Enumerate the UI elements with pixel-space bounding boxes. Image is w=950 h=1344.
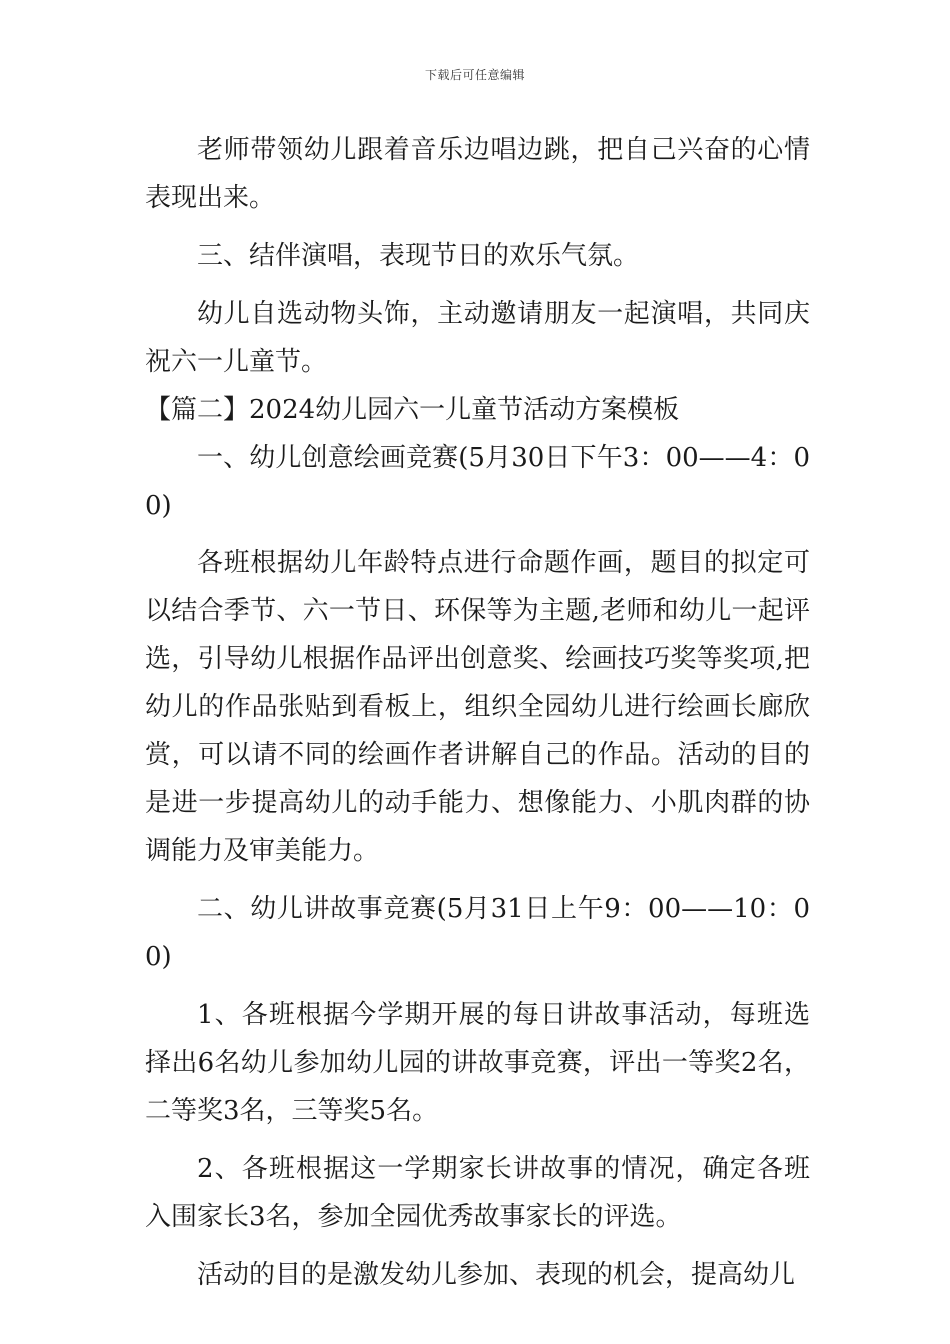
section-heading-three: 三、结伴演唱，表现节日的欢乐气氛。 — [197, 241, 640, 271]
paragraph-activity-purpose: 活动的目的是激发幼儿参加、表现的机会，提高幼儿 — [197, 1260, 796, 1290]
paragraph-storytelling-rule-1: 1、各班根据今学期开展的每日讲故事活动，每班选择出6名幼儿参加幼儿园的讲故事竞赛，评出一等奖2名，二等奖3名，三等奖5名。 — [145, 1000, 810, 1126]
part-two-title: 【篇二】2024幼儿园六一儿童节活动方案模板 — [145, 395, 680, 425]
section-heading-storytelling-contest: 二、幼儿讲故事竞赛(5月31日上午9：00——10：00) — [145, 894, 810, 972]
page-header-note: 下载后可任意编辑 — [424, 68, 525, 82]
section-heading-drawing-contest: 一、幼儿创意绘画竞赛(5月30日下午3：00——4：00) — [145, 443, 810, 521]
paragraph-storytelling-rule-2: 2、各班根据这一学期家长讲故事的情况，确定各班入围家长3名，参加全园优秀故事家长的评选。 — [145, 1154, 810, 1232]
paragraph-drawing-details: 各班根据幼儿年龄特点进行命题作画，题目的拟定可以结合季节、六一节日、环保等为主题,老师和幼儿一起评选，引导幼儿根据作品评出创意奖、绘画技巧奖等奖项,把幼儿的作品张贴到看板上，组织全园幼儿进行绘画长廊欣赏，可以请不同的绘画作者讲解自己的作品。活动的目的是进一步提高幼儿的动手能力、想像能力、小肌肉群的协调能力及审美能力。 — [145, 548, 810, 866]
paragraph-animal-headwear: 幼儿自选动物头饰，主动邀请朋友一起演唱，共同庆祝六一儿童节。 — [145, 299, 810, 377]
document-body — [145, 126, 810, 1299]
paragraph-music-dance: 老师带领幼儿跟着音乐边唱边跳，把自己兴奋的心情表现出来。 — [145, 135, 810, 213]
